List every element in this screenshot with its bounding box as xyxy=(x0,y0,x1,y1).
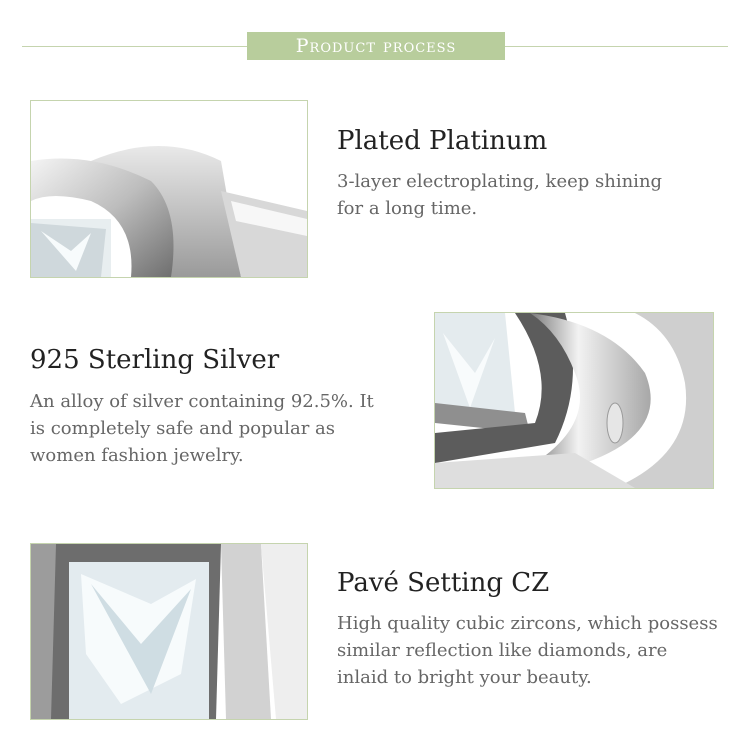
feature-description-sterling-silver xyxy=(30,388,400,469)
section-header-badge xyxy=(247,32,505,60)
feature-title-sterling-silver: 925 Sterling Silver xyxy=(30,345,280,375)
description-line: women fashion jewelry. xyxy=(30,445,244,466)
description-line: 3-layer electroplating, keep shining xyxy=(337,171,663,192)
description-line: similar reflection like diamonds, are xyxy=(337,640,668,661)
feature-description-pave-setting-cz xyxy=(337,610,737,691)
description-line: inlaid to bright your beauty. xyxy=(337,667,592,688)
sterling-silver-closeup-image xyxy=(434,312,714,489)
description-line: An alloy of silver containing 92.5%. It xyxy=(30,391,374,412)
plated-platinum-closeup-image xyxy=(30,100,308,278)
description-line: High quality cubic zircons, which possess xyxy=(337,613,718,634)
section-header-label: Product process xyxy=(295,35,457,57)
description-line: for a long time. xyxy=(337,198,478,219)
pave-setting-cz-closeup-image xyxy=(30,543,308,720)
feature-title-pave-setting-cz: Pavé Setting CZ xyxy=(337,568,550,598)
feature-title-plated-platinum: Plated Platinum xyxy=(337,126,548,156)
header-divider-right xyxy=(505,46,728,47)
description-line: is completely safe and popular as xyxy=(30,418,335,439)
header-divider-left xyxy=(22,46,247,47)
feature-description-plated-platinum xyxy=(337,168,717,222)
